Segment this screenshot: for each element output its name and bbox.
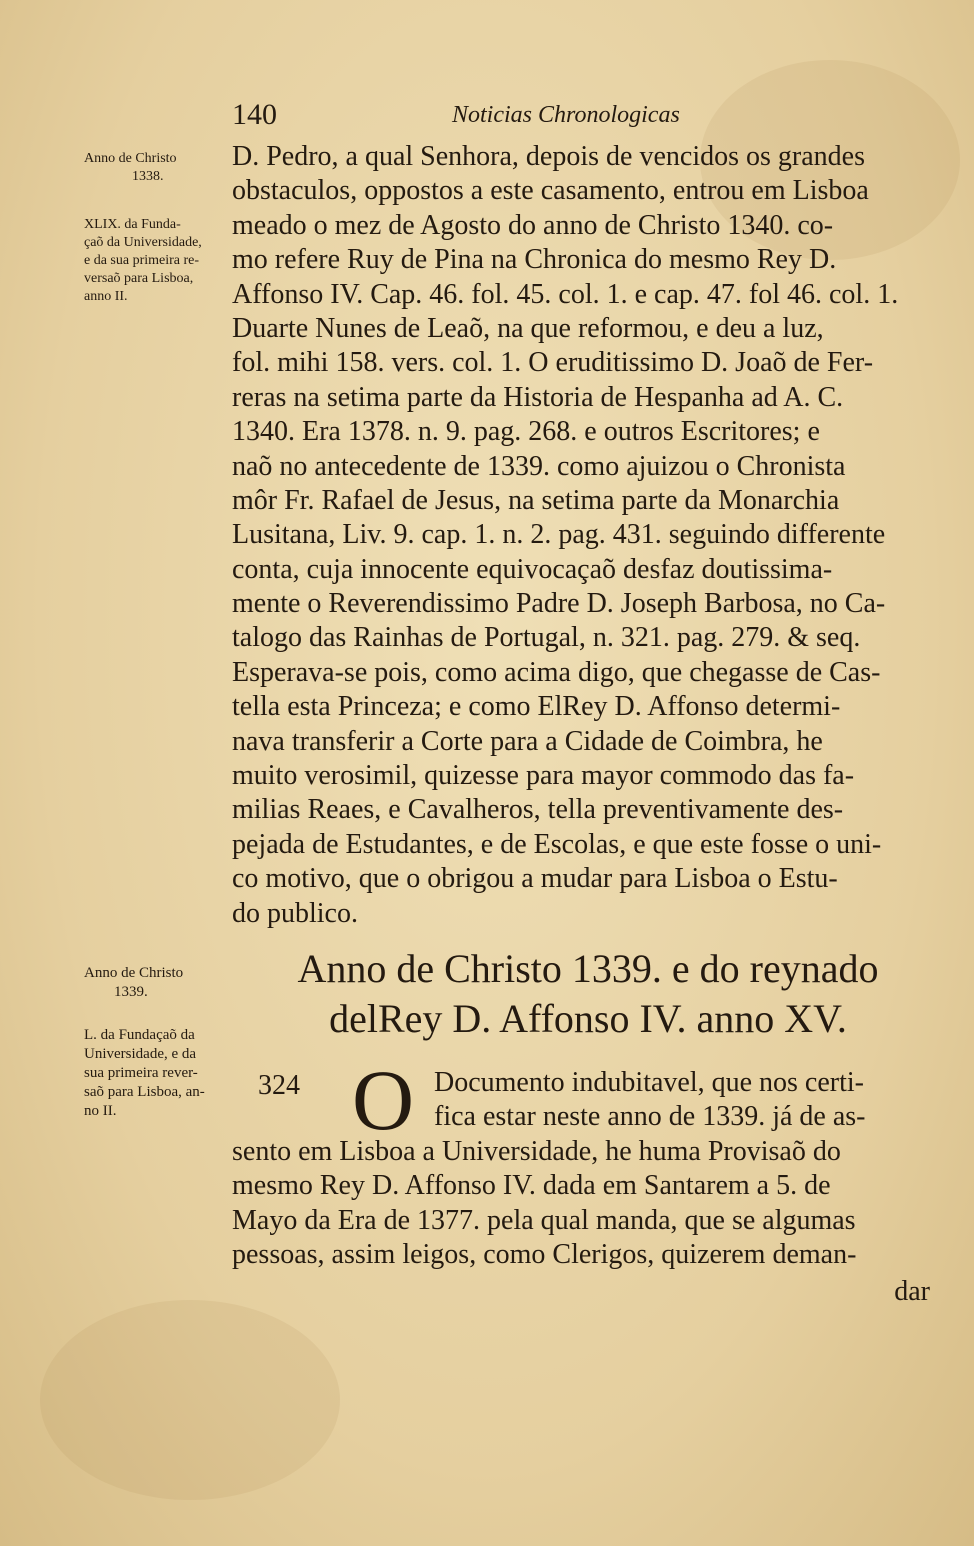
- margin-line: L. da Fundaçaõ da: [84, 1027, 195, 1043]
- catchword: dar: [894, 1276, 930, 1307]
- text-line: conta, cuja innocente equivocaçaõ desfaz doutissima-: [232, 553, 833, 585]
- margin-line: anno II.: [84, 289, 128, 304]
- text-line: mesmo Rey D. Affonso IV. dada em Santarem a 5. de: [232, 1170, 831, 1202]
- text-line: mente o Reverendissimo Padre D. Joseph Barbosa, no Ca-: [232, 588, 886, 620]
- text-line: sento em Lisboa a Universidade, he huma Provisaõ do: [232, 1135, 841, 1167]
- margin-line: XLIX. da Funda-: [84, 217, 181, 232]
- paragraph-2: [232, 1066, 932, 1272]
- text-line: Affonso IV. Cap. 46. fol. 45. col. 1. e cap. 47. fol 46. col. 1.: [232, 278, 899, 310]
- text-line: fica estar neste anno de 1339. já de as-: [434, 1101, 866, 1133]
- text-line: tella esta Princeza; e como ElRey D. Affonso determi-: [232, 691, 841, 723]
- text-line: co motivo, que o obrigou a mudar para Lisboa o Estu-: [232, 863, 838, 895]
- text-line: meado o mez de Agosto do anno de Christo 1340. co-: [232, 209, 834, 241]
- text-line: naõ no antecedente de 1339. como ajuizou o Chronista: [232, 450, 846, 482]
- text-line: Esperava-se pois, como acima digo, que chegasse de Cas-: [232, 656, 881, 688]
- margin-line: 1339.: [114, 984, 148, 1000]
- text-line: do publico.: [232, 897, 358, 929]
- margin-line: sua primeira rever-: [84, 1065, 198, 1081]
- text-line: muito verosimil, quizesse para mayor commodo das fa-: [232, 760, 855, 792]
- margin-note-1338: [84, 150, 234, 306]
- page-header: [232, 98, 932, 134]
- paper-stain: [40, 1300, 340, 1500]
- margin-note-1339: [84, 964, 234, 1121]
- margin-line: Universidade, e da: [84, 1046, 197, 1062]
- text-line: Documento indubitavel, que nos certi-: [434, 1067, 864, 1098]
- margin-line: e da sua primeira re-: [84, 253, 200, 268]
- drop-cap: O: [352, 1052, 415, 1148]
- paragraph-1: [232, 140, 944, 931]
- text-line: mo refere Ruy de Pina na Chronica do mesmo Rey D.: [232, 244, 837, 276]
- paragraph-number: 324: [258, 1070, 300, 1101]
- margin-line: 1338.: [132, 169, 164, 184]
- margin-line: no II.: [84, 1103, 117, 1119]
- margin-line: Anno de Christo: [84, 151, 177, 166]
- text-line: pessoas, assim leigos, como Clerigos, quizerem deman-: [232, 1238, 857, 1270]
- text-line: môr Fr. Rafael de Jesus, na setima parte da Monarchia: [232, 484, 840, 516]
- text-line: talogo das Rainhas de Portugal, n. 321. pag. 279. & seq.: [232, 622, 861, 654]
- text-line: obstaculos, oppostos a este casamento, entrou em Lisboa: [232, 175, 869, 207]
- margin-line: çaõ da Universidade,: [84, 235, 202, 250]
- text-line: 1340. Era 1378. n. 9. pag. 268. e outros Escritores; e: [232, 416, 820, 448]
- margin-line: Anno de Christo: [84, 965, 184, 981]
- section-heading: [232, 944, 944, 1044]
- margin-line: saõ para Lisboa, an-: [84, 1084, 205, 1100]
- text-line: D. Pedro, a qual Senhora, depois de vencidos os grandes: [232, 141, 865, 172]
- text-line: milias Reaes, e Cavalheros, tella preventivamente des-: [232, 794, 844, 826]
- text-line: reras na setima parte da Historia de Hespanha ad A. C.: [232, 381, 844, 413]
- text-line: Lusitana, Liv. 9. cap. 1. n. 2. pag. 431. seguindo differente: [232, 519, 886, 551]
- running-head: Noticias Chronologicas: [452, 102, 680, 128]
- page-number: 140: [232, 98, 277, 131]
- text-line: nava transferir a Corte para a Cidade de Coimbra, he: [232, 725, 823, 757]
- text-line: Mayo da Era de 1377. pela qual manda, que se algumas: [232, 1204, 856, 1236]
- heading-line: Anno de Christo 1339. e do reynado: [297, 946, 879, 991]
- margin-line: versaõ para Lisboa,: [84, 271, 194, 286]
- text-line: fol. mihi 158. vers. col. 1. O eruditissimo D. Joaõ de Fer-: [232, 347, 874, 379]
- text-line: Duarte Nunes de Leaõ, na que reformou, e deu a luz,: [232, 312, 824, 344]
- heading-line: delRey D. Affonso IV. anno XV.: [329, 996, 847, 1041]
- text-line: pejada de Estudantes, e de Escolas, e que este fosse o uni-: [232, 828, 882, 860]
